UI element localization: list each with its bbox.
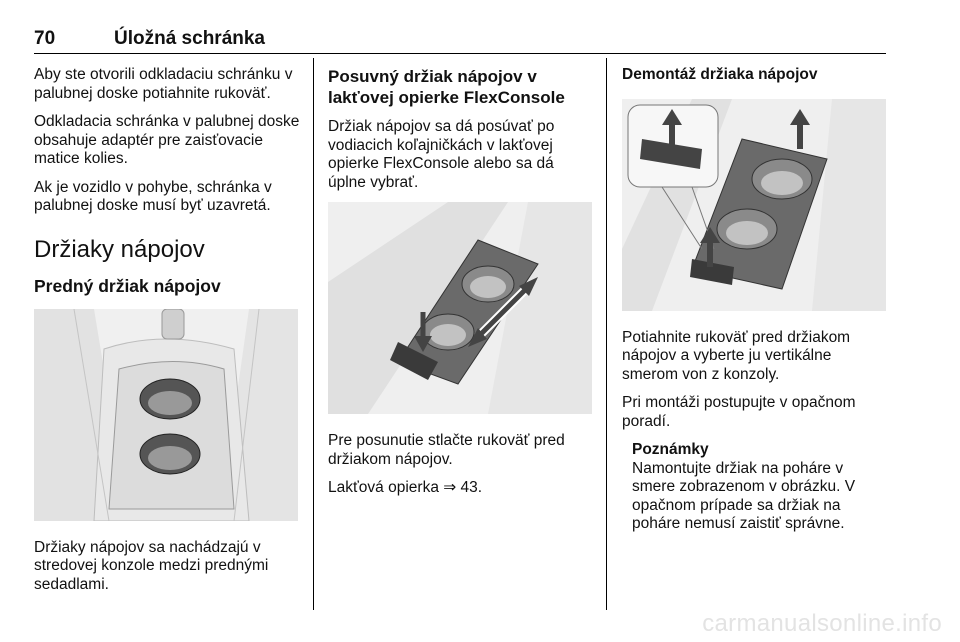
column-2 [328, 66, 593, 508]
column-divider-2 [606, 58, 607, 610]
section-heading-removal: Demontáž držiaka nápojov [622, 66, 818, 83]
paragraph-reverse-order: Pri montáži postupujte v opačnom poradí. [622, 394, 856, 430]
paragraph-press-handle: Pre posunutie stlačte rukoväť pred držiakom nápojov. [328, 432, 565, 468]
paragraph-adapter: Odkladacia schránka v palubnej doske obsahuje adaptér pre zaisťovacie matice kolies. [34, 113, 300, 167]
watermark-text: carmanualsonline.info [702, 610, 942, 637]
paragraph-flexconsole-slide: Držiak nápojov sa dá posúvať po vodiacich koľajničkách v lakťovej opierke FlexConsole alebo sa dá úplne vybrať. [328, 118, 555, 191]
subheading-front-cupholder: Predný držiak nápojov [34, 275, 221, 296]
paragraph-glovebox-closed: Ak je vozidlo v pohybe, schránka v palubnej doske musí byť uzavretá. [34, 178, 272, 214]
chapter-title: Úložná schránka [114, 28, 265, 49]
cupholder-removal-illustration [622, 99, 886, 311]
header-rule [34, 53, 886, 54]
section-heading-cupholders: Držiaky nápojov [34, 235, 205, 263]
caption-front-cupholder: Držiaky nápojov sa nachádzajú v stredovej konzole medzi prednými sedadlami. [34, 538, 269, 593]
column-1 [34, 66, 302, 604]
paragraph-open-glovebox: Aby ste otvorili odkladaciu schránku v palubnej doske potiahnite rukoväť. [34, 66, 293, 102]
column-3 [622, 66, 886, 534]
note-text: Namontujte držiak na poháre v smere zobrazenom v obrázku. V opačnom prípade sa držiak na poháre nemusí zaistiť správne. [632, 459, 856, 532]
paragraph-armrest-reference: Lakťová opierka ⇒ 43. [328, 479, 483, 496]
page-number: 70 [34, 28, 56, 49]
section-heading-flexconsole: Posuvný držiak nápojov v lakťovej opierke FlexConsole [328, 67, 565, 107]
paragraph-pull-handle: Potiahnite rukoväť pred držiakom nápojov a vyberte ju vertikálne smerom von z konzoly. [622, 328, 851, 383]
note-title: Poznámky [632, 441, 709, 458]
page-header [34, 28, 886, 52]
note-box [632, 441, 886, 534]
column-divider-1 [313, 58, 314, 610]
front-cupholder-illustration [34, 309, 298, 521]
flexconsole-cupholder-illustration [328, 202, 592, 414]
